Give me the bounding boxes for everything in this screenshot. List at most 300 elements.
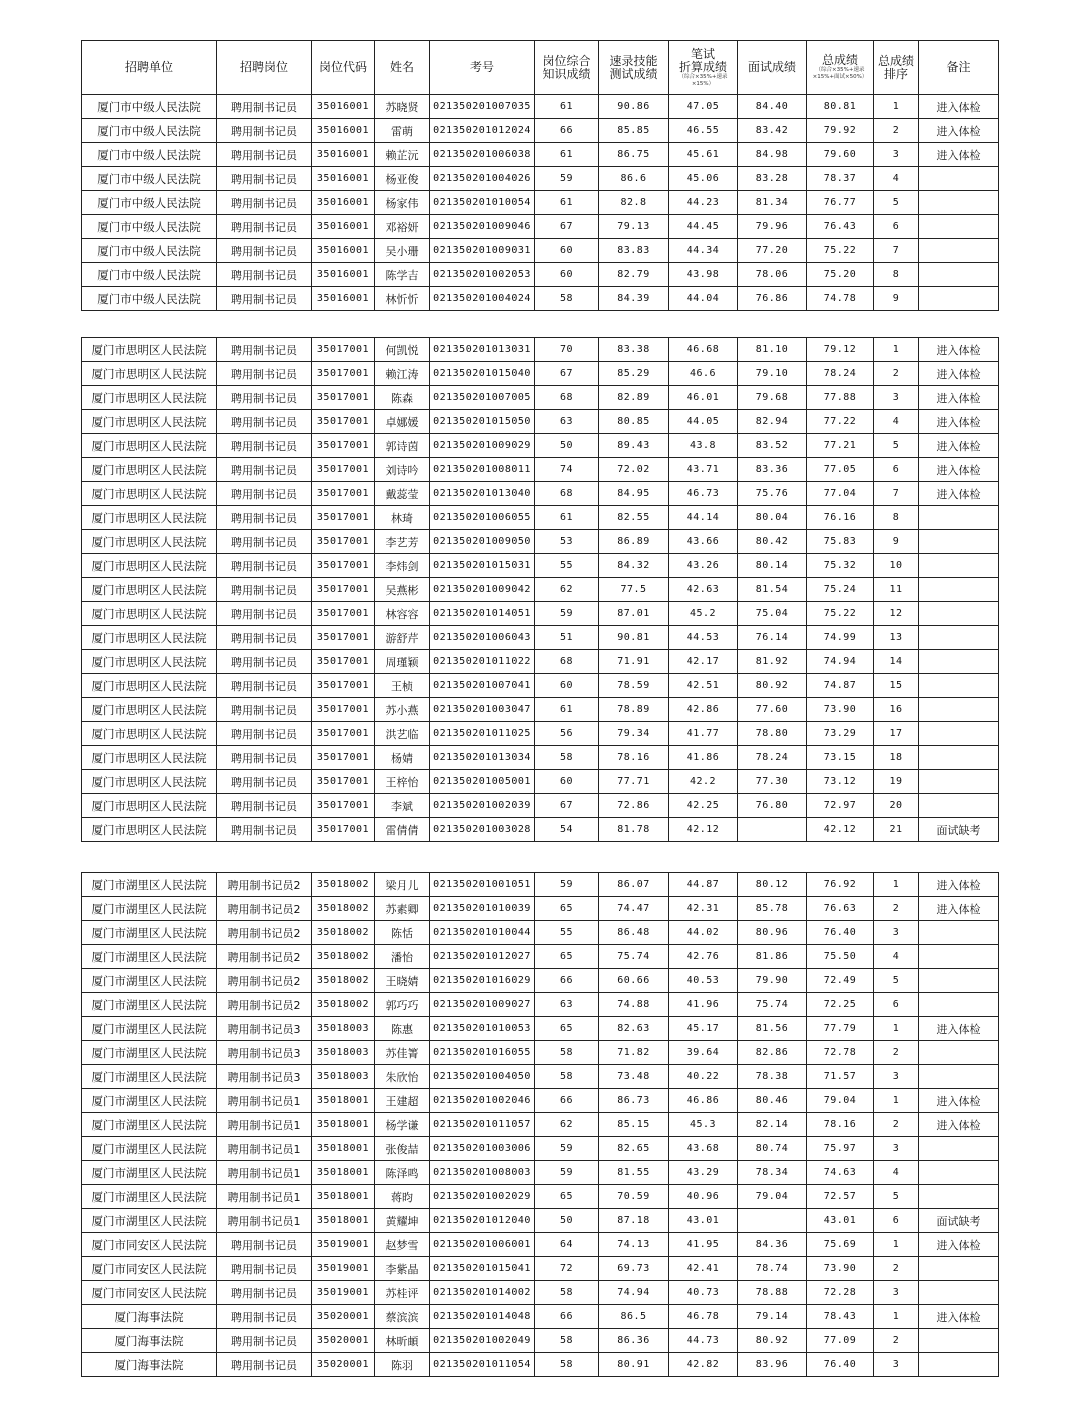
cell-exam-no: 021350201014048 bbox=[430, 1305, 535, 1329]
table-row bbox=[82, 626, 999, 650]
cell-total: 74.99 bbox=[807, 626, 874, 650]
cell-total: 76.77 bbox=[807, 191, 874, 215]
cell-code: 35017001 bbox=[312, 770, 375, 794]
table-row bbox=[82, 1137, 999, 1161]
cell-interview: 81.54 bbox=[738, 578, 807, 602]
cell-rank: 13 bbox=[874, 626, 919, 650]
table-row bbox=[82, 458, 999, 482]
cell-post: 聘用制书记员1 bbox=[217, 1161, 312, 1185]
cell-total: 77.88 bbox=[807, 386, 874, 410]
cell-unit: 厦门市思明区人民法院 bbox=[82, 530, 217, 554]
cell-unit: 厦门市中级人民法院 bbox=[82, 215, 217, 239]
cell-total: 73.90 bbox=[807, 698, 874, 722]
cell-exam-no: 021350201009046 bbox=[430, 215, 535, 239]
cell-knowledge: 68 bbox=[535, 650, 599, 674]
cell-rank: 7 bbox=[874, 482, 919, 506]
cell-name: 李紫晶 bbox=[375, 1257, 430, 1281]
cell-interview: 75.74 bbox=[738, 993, 807, 1017]
cell-rank: 3 bbox=[874, 1065, 919, 1089]
cell-exam-no: 021350201015041 bbox=[430, 1257, 535, 1281]
cell-unit: 厦门市中级人民法院 bbox=[82, 263, 217, 287]
cell-interview: 85.78 bbox=[738, 897, 807, 921]
cell-interview: 80.12 bbox=[738, 873, 807, 897]
cell-interview: 80.92 bbox=[738, 1329, 807, 1353]
cell-code: 35018003 bbox=[312, 1041, 375, 1065]
cell-name: 李斌 bbox=[375, 794, 430, 818]
cell-typing: 74.88 bbox=[599, 993, 669, 1017]
table-row bbox=[82, 95, 999, 119]
cell-unit: 厦门市思明区人民法院 bbox=[82, 698, 217, 722]
cell-name: 洪艺临 bbox=[375, 722, 430, 746]
cell-interview: 81.92 bbox=[738, 650, 807, 674]
table-row bbox=[82, 650, 999, 674]
cell-knowledge: 63 bbox=[535, 993, 599, 1017]
cell-name: 王桢 bbox=[375, 674, 430, 698]
cell-written: 43.68 bbox=[669, 1137, 738, 1161]
cell-remark bbox=[919, 263, 999, 287]
cell-total: 79.92 bbox=[807, 119, 874, 143]
cell-written: 42.25 bbox=[669, 794, 738, 818]
cell-knowledge: 60 bbox=[535, 263, 599, 287]
cell-code: 35017001 bbox=[312, 434, 375, 458]
cell-typing: 89.43 bbox=[599, 434, 669, 458]
cell-written: 40.22 bbox=[669, 1065, 738, 1089]
table-row bbox=[82, 1185, 999, 1209]
cell-unit: 厦门市思明区人民法院 bbox=[82, 770, 217, 794]
cell-unit: 厦门市思明区人民法院 bbox=[82, 554, 217, 578]
cell-code: 35018002 bbox=[312, 897, 375, 921]
cell-name: 王梓怡 bbox=[375, 770, 430, 794]
cell-unit: 厦门市思明区人民法院 bbox=[82, 626, 217, 650]
cell-unit: 厦门市中级人民法院 bbox=[82, 143, 217, 167]
table-row bbox=[82, 722, 999, 746]
cell-written: 41.96 bbox=[669, 993, 738, 1017]
cell-post: 聘用制书记员1 bbox=[217, 1185, 312, 1209]
cell-remark bbox=[919, 945, 999, 969]
cell-interview: 81.86 bbox=[738, 945, 807, 969]
cell-exam-no: 021350201009050 bbox=[430, 530, 535, 554]
cell-written: 46.86 bbox=[669, 1089, 738, 1113]
cell-remark bbox=[919, 650, 999, 674]
cell-remark: 进入体检 bbox=[919, 362, 999, 386]
cell-knowledge: 74 bbox=[535, 458, 599, 482]
table-row bbox=[82, 1065, 999, 1089]
cell-knowledge: 60 bbox=[535, 674, 599, 698]
cell-typing: 86.89 bbox=[599, 530, 669, 554]
table-row bbox=[82, 1257, 999, 1281]
cell-code: 35017001 bbox=[312, 794, 375, 818]
cell-exam-no: 021350201010039 bbox=[430, 897, 535, 921]
cell-post: 聘用制书记员 bbox=[217, 530, 312, 554]
cell-remark: 进入体检 bbox=[919, 410, 999, 434]
cell-written: 46.01 bbox=[669, 386, 738, 410]
table-row bbox=[82, 602, 999, 626]
cell-interview: 81.10 bbox=[738, 338, 807, 362]
cell-name: 赖江涛 bbox=[375, 362, 430, 386]
cell-remark bbox=[919, 530, 999, 554]
cell-rank: 7 bbox=[874, 239, 919, 263]
cell-interview: 78.80 bbox=[738, 722, 807, 746]
cell-typing: 74.94 bbox=[599, 1281, 669, 1305]
cell-post: 聘用制书记员 bbox=[217, 239, 312, 263]
results-table bbox=[81, 337, 999, 842]
cell-written: 46.78 bbox=[669, 1305, 738, 1329]
table-row bbox=[82, 1089, 999, 1113]
cell-interview: 80.74 bbox=[738, 1137, 807, 1161]
cell-unit: 厦门市湖里区人民法院 bbox=[82, 993, 217, 1017]
cell-written: 41.77 bbox=[669, 722, 738, 746]
cell-rank: 5 bbox=[874, 969, 919, 993]
cell-post: 聘用制书记员 bbox=[217, 554, 312, 578]
cell-remark bbox=[919, 1281, 999, 1305]
cell-unit: 厦门市湖里区人民法院 bbox=[82, 1185, 217, 1209]
cell-knowledge: 62 bbox=[535, 1113, 599, 1137]
cell-typing: 78.59 bbox=[599, 674, 669, 698]
cell-post: 聘用制书记员 bbox=[217, 746, 312, 770]
cell-name: 陈泽鸣 bbox=[375, 1161, 430, 1185]
cell-written: 46.6 bbox=[669, 362, 738, 386]
cell-rank: 5 bbox=[874, 434, 919, 458]
table-row bbox=[82, 434, 999, 458]
table-row bbox=[82, 969, 999, 993]
cell-typing: 85.85 bbox=[599, 119, 669, 143]
cell-name: 王晓婧 bbox=[375, 969, 430, 993]
cell-typing: 87.18 bbox=[599, 1209, 669, 1233]
cell-interview: 81.34 bbox=[738, 191, 807, 215]
cell-remark: 进入体检 bbox=[919, 386, 999, 410]
cell-written: 44.45 bbox=[669, 215, 738, 239]
cell-typing: 77.71 bbox=[599, 770, 669, 794]
cell-code: 35018001 bbox=[312, 1137, 375, 1161]
cell-post: 聘用制书记员 bbox=[217, 1257, 312, 1281]
cell-code: 35020001 bbox=[312, 1305, 375, 1329]
cell-remark bbox=[919, 1137, 999, 1161]
cell-typing: 90.81 bbox=[599, 626, 669, 650]
cell-name: 赵梦雪 bbox=[375, 1233, 430, 1257]
cell-remark bbox=[919, 506, 999, 530]
table-row bbox=[82, 1305, 999, 1329]
cell-post: 聘用制书记员1 bbox=[217, 1089, 312, 1113]
cell-post: 聘用制书记员 bbox=[217, 698, 312, 722]
cell-total: 76.16 bbox=[807, 506, 874, 530]
table-row bbox=[82, 1161, 999, 1185]
cell-interview: 80.42 bbox=[738, 530, 807, 554]
cell-total: 76.40 bbox=[807, 1353, 874, 1377]
cell-name: 苏小燕 bbox=[375, 698, 430, 722]
cell-rank: 17 bbox=[874, 722, 919, 746]
results-table bbox=[81, 40, 999, 311]
cell-exam-no: 021350201011025 bbox=[430, 722, 535, 746]
cell-unit: 厦门市思明区人民法院 bbox=[82, 722, 217, 746]
cell-interview: 79.04 bbox=[738, 1185, 807, 1209]
cell-rank: 1 bbox=[874, 1089, 919, 1113]
cell-knowledge: 50 bbox=[535, 1209, 599, 1233]
cell-code: 35016001 bbox=[312, 119, 375, 143]
cell-total: 74.87 bbox=[807, 674, 874, 698]
cell-exam-no: 021350201002053 bbox=[430, 263, 535, 287]
cell-unit: 厦门市思明区人民法院 bbox=[82, 602, 217, 626]
cell-interview bbox=[738, 1209, 807, 1233]
cell-typing: 72.02 bbox=[599, 458, 669, 482]
table-row bbox=[82, 794, 999, 818]
cell-post: 聘用制书记员2 bbox=[217, 969, 312, 993]
cell-unit: 厦门市思明区人民法院 bbox=[82, 362, 217, 386]
cell-knowledge: 55 bbox=[535, 921, 599, 945]
cell-post: 聘用制书记员 bbox=[217, 1353, 312, 1377]
cell-total: 74.94 bbox=[807, 650, 874, 674]
cell-name: 陈惠 bbox=[375, 1017, 430, 1041]
cell-remark bbox=[919, 1041, 999, 1065]
cell-typing: 90.86 bbox=[599, 95, 669, 119]
cell-unit: 厦门市湖里区人民法院 bbox=[82, 1065, 217, 1089]
table-row bbox=[82, 1233, 999, 1257]
cell-total: 77.21 bbox=[807, 434, 874, 458]
cell-exam-no: 021350201011057 bbox=[430, 1113, 535, 1137]
table-row bbox=[82, 1353, 999, 1377]
cell-name: 刘诗吟 bbox=[375, 458, 430, 482]
table-body bbox=[82, 873, 999, 1377]
cell-exam-no: 021350201002049 bbox=[430, 1329, 535, 1353]
cell-remark bbox=[919, 1353, 999, 1377]
cell-knowledge: 60 bbox=[535, 239, 599, 263]
cell-code: 35018002 bbox=[312, 993, 375, 1017]
cell-rank: 1 bbox=[874, 95, 919, 119]
cell-knowledge: 59 bbox=[535, 1161, 599, 1185]
cell-typing: 71.91 bbox=[599, 650, 669, 674]
cell-knowledge: 61 bbox=[535, 95, 599, 119]
cell-post: 聘用制书记员2 bbox=[217, 873, 312, 897]
cell-interview: 80.04 bbox=[738, 506, 807, 530]
cell-post: 聘用制书记员2 bbox=[217, 897, 312, 921]
cell-name: 梁月儿 bbox=[375, 873, 430, 897]
cell-typing: 86.36 bbox=[599, 1329, 669, 1353]
cell-unit: 厦门海事法院 bbox=[82, 1329, 217, 1353]
cell-typing: 87.01 bbox=[599, 602, 669, 626]
cell-post: 聘用制书记员 bbox=[217, 1233, 312, 1257]
cell-exam-no: 021350201004026 bbox=[430, 167, 535, 191]
cell-remark bbox=[919, 1161, 999, 1185]
table-row bbox=[82, 746, 999, 770]
cell-written: 45.61 bbox=[669, 143, 738, 167]
cell-post: 聘用制书记员 bbox=[217, 1281, 312, 1305]
table-row bbox=[82, 897, 999, 921]
table-row bbox=[82, 698, 999, 722]
cell-typing: 81.55 bbox=[599, 1161, 669, 1185]
table-row bbox=[82, 945, 999, 969]
cell-total: 78.16 bbox=[807, 1113, 874, 1137]
cell-typing: 85.29 bbox=[599, 362, 669, 386]
cell-total: 80.81 bbox=[807, 95, 874, 119]
cell-knowledge: 66 bbox=[535, 1305, 599, 1329]
cell-post: 聘用制书记员 bbox=[217, 362, 312, 386]
cell-total: 76.63 bbox=[807, 897, 874, 921]
cell-knowledge: 59 bbox=[535, 167, 599, 191]
cell-remark bbox=[919, 1257, 999, 1281]
cell-knowledge: 58 bbox=[535, 1329, 599, 1353]
cell-knowledge: 55 bbox=[535, 554, 599, 578]
cell-exam-no: 021350201015031 bbox=[430, 554, 535, 578]
table-row bbox=[82, 362, 999, 386]
cell-code: 35017001 bbox=[312, 650, 375, 674]
cell-written: 46.55 bbox=[669, 119, 738, 143]
table-row bbox=[82, 554, 999, 578]
cell-written: 42.31 bbox=[669, 897, 738, 921]
cell-post: 聘用制书记员1 bbox=[217, 1113, 312, 1137]
cell-code: 35017001 bbox=[312, 578, 375, 602]
cell-interview: 83.28 bbox=[738, 167, 807, 191]
cell-post: 聘用制书记员 bbox=[217, 95, 312, 119]
cell-written: 44.87 bbox=[669, 873, 738, 897]
cell-knowledge: 61 bbox=[535, 506, 599, 530]
cell-code: 35017001 bbox=[312, 698, 375, 722]
cell-code: 35018002 bbox=[312, 873, 375, 897]
cell-post: 聘用制书记员2 bbox=[217, 945, 312, 969]
cell-name: 李艺芳 bbox=[375, 530, 430, 554]
cell-total: 75.24 bbox=[807, 578, 874, 602]
cell-knowledge: 66 bbox=[535, 969, 599, 993]
cell-unit: 厦门市湖里区人民法院 bbox=[82, 921, 217, 945]
cell-knowledge: 61 bbox=[535, 191, 599, 215]
cell-total: 72.49 bbox=[807, 969, 874, 993]
cell-typing: 77.5 bbox=[599, 578, 669, 602]
cell-total: 77.05 bbox=[807, 458, 874, 482]
cell-written: 40.96 bbox=[669, 1185, 738, 1209]
cell-interview: 78.38 bbox=[738, 1065, 807, 1089]
cell-exam-no: 021350201012040 bbox=[430, 1209, 535, 1233]
cell-rank: 1 bbox=[874, 1233, 919, 1257]
cell-remark: 进入体检 bbox=[919, 873, 999, 897]
cell-code: 35018001 bbox=[312, 1161, 375, 1185]
cell-post: 聘用制书记员 bbox=[217, 626, 312, 650]
cell-remark: 进入体检 bbox=[919, 1017, 999, 1041]
cell-knowledge: 63 bbox=[535, 410, 599, 434]
cell-written: 44.14 bbox=[669, 506, 738, 530]
cell-written: 42.17 bbox=[669, 650, 738, 674]
cell-name: 陈恬 bbox=[375, 921, 430, 945]
cell-interview: 78.74 bbox=[738, 1257, 807, 1281]
cell-rank: 10 bbox=[874, 554, 919, 578]
cell-remark: 进入体检 bbox=[919, 434, 999, 458]
cell-written: 46.73 bbox=[669, 482, 738, 506]
results-table-huli-tongan-maritime bbox=[81, 872, 998, 1377]
cell-written: 43.98 bbox=[669, 263, 738, 287]
cell-remark: 进入体检 bbox=[919, 1233, 999, 1257]
cell-code: 35016001 bbox=[312, 215, 375, 239]
cell-typing: 86.07 bbox=[599, 873, 669, 897]
cell-exam-no: 021350201006038 bbox=[430, 143, 535, 167]
cell-code: 35017001 bbox=[312, 458, 375, 482]
cell-knowledge: 58 bbox=[535, 1041, 599, 1065]
cell-interview: 77.30 bbox=[738, 770, 807, 794]
table-row bbox=[82, 770, 999, 794]
cell-written: 43.66 bbox=[669, 530, 738, 554]
cell-interview: 77.20 bbox=[738, 239, 807, 263]
cell-remark bbox=[919, 993, 999, 1017]
cell-unit: 厦门市中级人民法院 bbox=[82, 167, 217, 191]
cell-rank: 20 bbox=[874, 794, 919, 818]
cell-total: 75.20 bbox=[807, 263, 874, 287]
cell-post: 聘用制书记员 bbox=[217, 722, 312, 746]
cell-written: 40.53 bbox=[669, 969, 738, 993]
cell-rank: 9 bbox=[874, 287, 919, 311]
cell-knowledge: 53 bbox=[535, 530, 599, 554]
cell-rank: 12 bbox=[874, 602, 919, 626]
cell-exam-no: 021350201016029 bbox=[430, 969, 535, 993]
cell-post: 聘用制书记员 bbox=[217, 410, 312, 434]
cell-remark bbox=[919, 794, 999, 818]
cell-unit: 厦门市思明区人民法院 bbox=[82, 386, 217, 410]
cell-rank: 11 bbox=[874, 578, 919, 602]
cell-unit: 厦门市湖里区人民法院 bbox=[82, 1209, 217, 1233]
cell-knowledge: 68 bbox=[535, 482, 599, 506]
cell-unit: 厦门市湖里区人民法院 bbox=[82, 1089, 217, 1113]
cell-code: 35016001 bbox=[312, 95, 375, 119]
cell-interview: 84.36 bbox=[738, 1233, 807, 1257]
cell-name: 吴燕彬 bbox=[375, 578, 430, 602]
cell-unit: 厦门市湖里区人民法院 bbox=[82, 969, 217, 993]
cell-exam-no: 021350201015040 bbox=[430, 362, 535, 386]
cell-code: 35017001 bbox=[312, 554, 375, 578]
cell-unit: 厦门市中级人民法院 bbox=[82, 191, 217, 215]
cell-total: 74.78 bbox=[807, 287, 874, 311]
cell-remark bbox=[919, 191, 999, 215]
header-total: 总成绩 （综合×35%+速录 ×15%+面试×50%） bbox=[807, 41, 874, 95]
header-exam-no: 考号 bbox=[430, 41, 535, 95]
cell-written: 42.12 bbox=[669, 818, 738, 842]
cell-remark: 进入体检 bbox=[919, 338, 999, 362]
cell-name: 游舒芹 bbox=[375, 626, 430, 650]
cell-exam-no: 021350201013034 bbox=[430, 746, 535, 770]
cell-code: 35017001 bbox=[312, 626, 375, 650]
cell-name: 陈学吉 bbox=[375, 263, 430, 287]
cell-typing: 84.32 bbox=[599, 554, 669, 578]
cell-remark: 进入体检 bbox=[919, 482, 999, 506]
cell-written: 44.34 bbox=[669, 239, 738, 263]
cell-code: 35017001 bbox=[312, 746, 375, 770]
cell-unit: 厦门市湖里区人民法院 bbox=[82, 945, 217, 969]
cell-written: 44.05 bbox=[669, 410, 738, 434]
cell-code: 35017001 bbox=[312, 482, 375, 506]
cell-post: 聘用制书记员3 bbox=[217, 1017, 312, 1041]
cell-knowledge: 58 bbox=[535, 1353, 599, 1377]
cell-written: 42.51 bbox=[669, 674, 738, 698]
cell-name: 何凯悦 bbox=[375, 338, 430, 362]
cell-typing: 82.55 bbox=[599, 506, 669, 530]
cell-name: 雷倩倩 bbox=[375, 818, 430, 842]
cell-post: 聘用制书记员 bbox=[217, 818, 312, 842]
cell-interview: 78.24 bbox=[738, 746, 807, 770]
cell-remark bbox=[919, 969, 999, 993]
cell-unit: 厦门市湖里区人民法院 bbox=[82, 1017, 217, 1041]
cell-rank: 3 bbox=[874, 1281, 919, 1305]
cell-name: 郭诗茵 bbox=[375, 434, 430, 458]
cell-exam-no: 021350201004050 bbox=[430, 1065, 535, 1089]
cell-typing: 79.34 bbox=[599, 722, 669, 746]
cell-exam-no: 021350201013040 bbox=[430, 482, 535, 506]
cell-exam-no: 021350201012027 bbox=[430, 945, 535, 969]
cell-written: 42.41 bbox=[669, 1257, 738, 1281]
cell-interview: 75.76 bbox=[738, 482, 807, 506]
cell-rank: 4 bbox=[874, 945, 919, 969]
cell-total: 77.09 bbox=[807, 1329, 874, 1353]
cell-knowledge: 66 bbox=[535, 119, 599, 143]
cell-rank: 19 bbox=[874, 770, 919, 794]
cell-unit: 厦门市同安区人民法院 bbox=[82, 1281, 217, 1305]
cell-total: 77.04 bbox=[807, 482, 874, 506]
table-row bbox=[82, 921, 999, 945]
cell-knowledge: 65 bbox=[535, 1017, 599, 1041]
cell-rank: 5 bbox=[874, 1185, 919, 1209]
